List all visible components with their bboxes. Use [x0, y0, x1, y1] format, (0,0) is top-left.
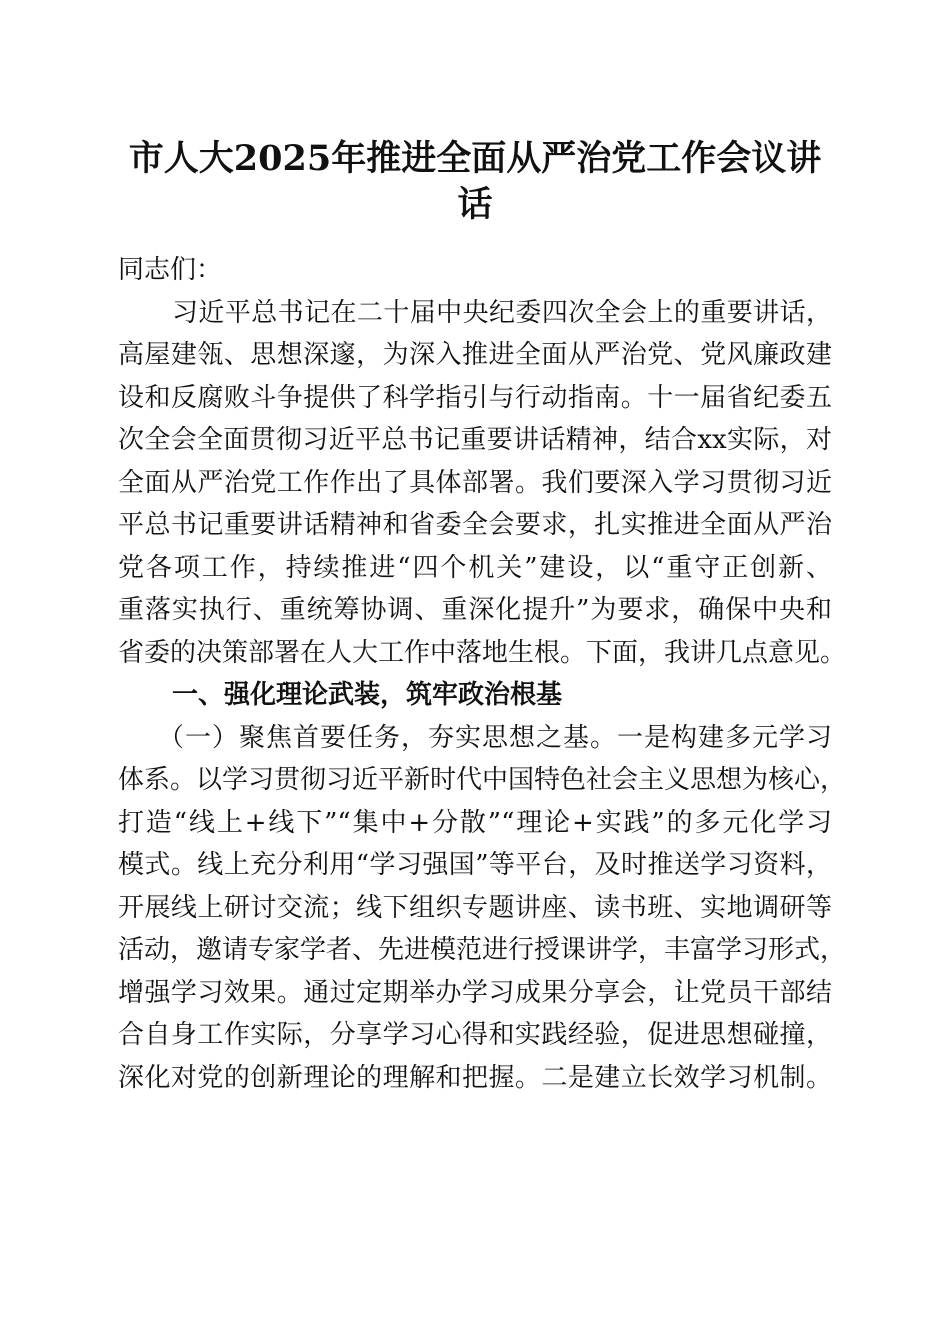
paragraph-line: 活动，邀请专家学者、先进模范进行授课讲学，丰富学习形式， — [118, 935, 847, 965]
paragraph-line: 重落实执行、重统筹协调、重深化提升”为要求，确保中央和 — [118, 595, 832, 625]
intro-paragraph — [118, 292, 847, 675]
title-line-1: 市人大2025年推进全面从严治党工作会议讲 — [128, 138, 822, 179]
paragraph-line: 省委的决策部署在人大工作中落地生根。下面，我讲几点意见。 — [118, 637, 847, 668]
paragraph-line: 合自身工作实际，分享学习心得和实践经验，促进思想碰撞， — [118, 1020, 832, 1050]
document-title — [100, 136, 850, 228]
paragraph-line: 平总书记重要讲话精神和省委全会要求，扎实推进全面从严治 — [118, 510, 832, 540]
paragraph-line: （一）聚焦首要任务，夯实思想之基。一是构建多元学习 — [158, 722, 832, 753]
paragraph-line: 设和反腐败斗争提供了科学指引与行动指南。十一届省纪委五 — [118, 382, 832, 413]
section-paragraph — [118, 717, 847, 1100]
paragraph-line: 次全会全面贯彻习近平总书记重要讲话精神，结合xx实际，对 — [118, 425, 832, 455]
paragraph-line: 全面从严治党工作作出了具体部署。我们要深入学习贯彻习近 — [118, 467, 832, 498]
section-heading: 一、强化理论武装，筑牢政治根基 — [172, 680, 563, 710]
document-body — [118, 249, 847, 1099]
paragraph-line: 增强学习效果。通过定期举办学习成果分享会，让党员干部结 — [118, 977, 832, 1008]
paragraph-line: 模式。线上充分利用“学习强国”等平台，及时推送学习资料， — [118, 850, 832, 880]
title-line-2: 话 — [457, 184, 493, 225]
paragraph-line: 习近平总书记在二十届中央纪委四次全会上的重要讲话， — [172, 297, 832, 328]
paragraph-line: 打造“线上+线下”“集中+分散”“理论+实践”的多元化学习 — [118, 807, 832, 838]
paragraph-line: 高屋建瓴、思想深邃，为深入推进全面从严治党、党风廉政建 — [118, 340, 832, 370]
paragraph-line: 体系。以学习贯彻习近平新时代中国特色社会主义思想为核心， — [118, 765, 847, 795]
salutation: 同志们： — [118, 255, 223, 285]
paragraph-line: 党各项工作，持续推进“四个机关”建设，以“重守正创新、 — [118, 552, 832, 583]
paragraph-line: 开展线上研讨交流；线下组织专题讲座、读书班、实地调研等 — [118, 892, 832, 923]
paragraph-line: 深化对党的创新理论的理解和把握。二是建立长效学习机制。 — [118, 1062, 832, 1093]
